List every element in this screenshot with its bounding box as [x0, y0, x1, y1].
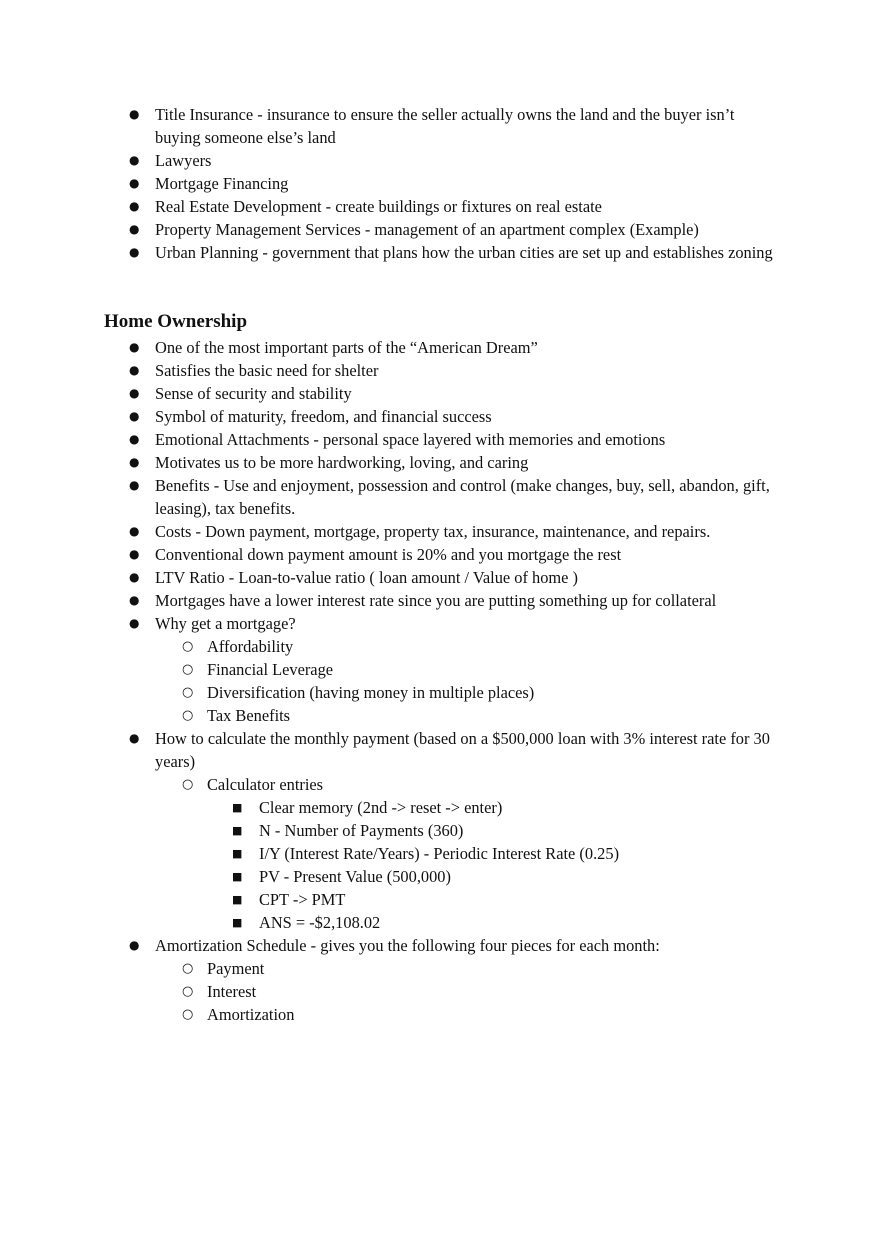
filled-circle-bullet-icon: ● — [129, 222, 140, 236]
list-item-text: Conventional down payment amount is 20% and you mortgage the rest — [155, 545, 622, 564]
list-item-text: Financial Leverage — [207, 660, 334, 679]
list-item-text: Urban Planning - government that plans how the urban cities are set up and establishes zoning — [155, 243, 773, 262]
filled-circle-bullet-icon: ● — [129, 107, 140, 121]
list-item — [0, 796, 780, 819]
list-item — [0, 172, 780, 195]
list-item — [0, 842, 780, 865]
list-item-text: Title Insurance - insurance to ensure the seller actually owns the land and the buyer isn’t buying someone else’s land — [155, 105, 735, 147]
list-item — [0, 103, 780, 149]
filled-circle-bullet-icon: ● — [129, 731, 140, 745]
list-item-text: Costs - Down payment, mortgage, property tax, insurance, maintenance, and repairs. — [155, 522, 711, 541]
filled-circle-bullet-icon: ● — [129, 570, 140, 584]
hollow-circle-bullet-icon: ○ — [182, 685, 194, 700]
list-item-text: Sense of security and stability — [155, 384, 352, 403]
list-item — [0, 241, 780, 264]
list-item-text: How to calculate the monthly payment (based on a $500,000 loan with 3% interest rate for 30 years) — [155, 729, 770, 771]
square-bullet-icon: ■ — [232, 893, 243, 906]
list-item-text: CPT -> PMT — [259, 890, 346, 909]
list-item-text: Emotional Attachments - personal space layered with memories and emotions — [155, 430, 666, 449]
list-item-text: Mortgage Financing — [155, 174, 289, 193]
list-item-text: I/Y (Interest Rate/Years) - Periodic Interest Rate (0.25) — [259, 844, 620, 863]
filled-circle-bullet-icon: ● — [129, 478, 140, 492]
list-item-text: Affordability — [207, 637, 294, 656]
list-item — [0, 888, 780, 911]
list-item-text: Why get a mortgage? — [155, 614, 296, 633]
filled-circle-bullet-icon: ● — [129, 593, 140, 607]
filled-circle-bullet-icon: ● — [129, 245, 140, 259]
filled-circle-bullet-icon: ● — [129, 199, 140, 213]
list-item — [0, 911, 780, 934]
filled-circle-bullet-icon: ● — [129, 176, 140, 190]
list-item — [0, 819, 780, 842]
list-item — [0, 336, 780, 359]
square-bullet-icon: ■ — [232, 824, 243, 837]
list-item-text: Payment — [207, 959, 265, 978]
list-item — [0, 773, 780, 796]
list-item-text: Satisfies the basic need for shelter — [155, 361, 379, 380]
hollow-circle-bullet-icon: ○ — [182, 961, 194, 976]
list-item — [0, 149, 780, 172]
list-item-text: Mortgages have a lower interest rate since you are putting something up for collateral — [155, 591, 717, 610]
bullet-list-home-ownership — [0, 336, 780, 1026]
list-item — [0, 681, 780, 704]
list-item — [0, 957, 780, 980]
filled-circle-bullet-icon: ● — [129, 455, 140, 469]
list-item-text: Real Estate Development - create buildings or fixtures on real estate — [155, 197, 602, 216]
filled-circle-bullet-icon: ● — [129, 616, 140, 630]
list-item — [0, 934, 780, 957]
list-item — [0, 658, 780, 681]
list-item-text: Property Management Services - management of an apartment complex (Example) — [155, 220, 699, 239]
square-bullet-icon: ■ — [232, 870, 243, 883]
list-item — [0, 405, 780, 428]
list-item — [0, 1003, 780, 1026]
list-item — [0, 382, 780, 405]
square-bullet-icon: ■ — [232, 801, 243, 814]
filled-circle-bullet-icon: ● — [129, 153, 140, 167]
filled-circle-bullet-icon: ● — [129, 524, 140, 538]
filled-circle-bullet-icon: ● — [129, 340, 140, 354]
list-item — [0, 612, 780, 635]
list-item — [0, 520, 780, 543]
list-item — [0, 566, 780, 589]
hollow-circle-bullet-icon: ○ — [182, 639, 194, 654]
list-item — [0, 218, 780, 241]
list-item-text: Amortization Schedule - gives you the following four pieces for each month: — [155, 936, 660, 955]
list-item-text: Benefits - Use and enjoyment, possession and control (make changes, buy, sell, abandon, gift, leasing), tax benefits. — [155, 476, 770, 518]
list-item — [0, 704, 780, 727]
square-bullet-icon: ■ — [232, 916, 243, 929]
hollow-circle-bullet-icon: ○ — [182, 984, 194, 999]
filled-circle-bullet-icon: ● — [129, 363, 140, 377]
list-item — [0, 543, 780, 566]
list-item-text: Clear memory (2nd -> reset -> enter) — [259, 798, 503, 817]
filled-circle-bullet-icon: ● — [129, 432, 140, 446]
list-item-text: Motivates us to be more hardworking, loving, and caring — [155, 453, 529, 472]
list-item-text: Symbol of maturity, freedom, and financial success — [155, 407, 492, 426]
list-item-text: Diversification (having money in multiple places) — [207, 683, 535, 702]
list-item — [0, 451, 780, 474]
list-item — [0, 980, 780, 1003]
filled-circle-bullet-icon: ● — [129, 386, 140, 400]
list-item-text: LTV Ratio - Loan-to-value ratio ( loan amount / Value of home ) — [155, 568, 579, 587]
list-item — [0, 428, 780, 451]
list-item — [0, 727, 780, 773]
list-item-text: Amortization — [207, 1005, 295, 1024]
list-item-text: N - Number of Payments (360) — [259, 821, 464, 840]
list-item — [0, 635, 780, 658]
list-item-text: Lawyers — [155, 151, 212, 170]
filled-circle-bullet-icon: ● — [129, 409, 140, 423]
list-item-text: Interest — [207, 982, 257, 1001]
list-item — [0, 195, 780, 218]
list-item — [0, 474, 780, 520]
list-item-text: ANS = -$2,108.02 — [259, 913, 381, 932]
list-item — [0, 589, 780, 612]
list-item-text: PV - Present Value (500,000) — [259, 867, 451, 886]
list-item-text: Calculator entries — [207, 775, 324, 794]
square-bullet-icon: ■ — [232, 847, 243, 860]
section-heading: Home Ownership — [104, 311, 248, 332]
hollow-circle-bullet-icon: ○ — [182, 777, 194, 792]
bullet-list-real-estate-services — [0, 103, 780, 264]
hollow-circle-bullet-icon: ○ — [182, 662, 194, 677]
list-item — [0, 359, 780, 382]
hollow-circle-bullet-icon: ○ — [182, 1007, 194, 1022]
hollow-circle-bullet-icon: ○ — [182, 708, 194, 723]
list-item — [0, 865, 780, 888]
filled-circle-bullet-icon: ● — [129, 938, 140, 952]
list-item-text: One of the most important parts of the “American Dream” — [155, 338, 538, 357]
filled-circle-bullet-icon: ● — [129, 547, 140, 561]
list-item-text: Tax Benefits — [207, 706, 291, 725]
